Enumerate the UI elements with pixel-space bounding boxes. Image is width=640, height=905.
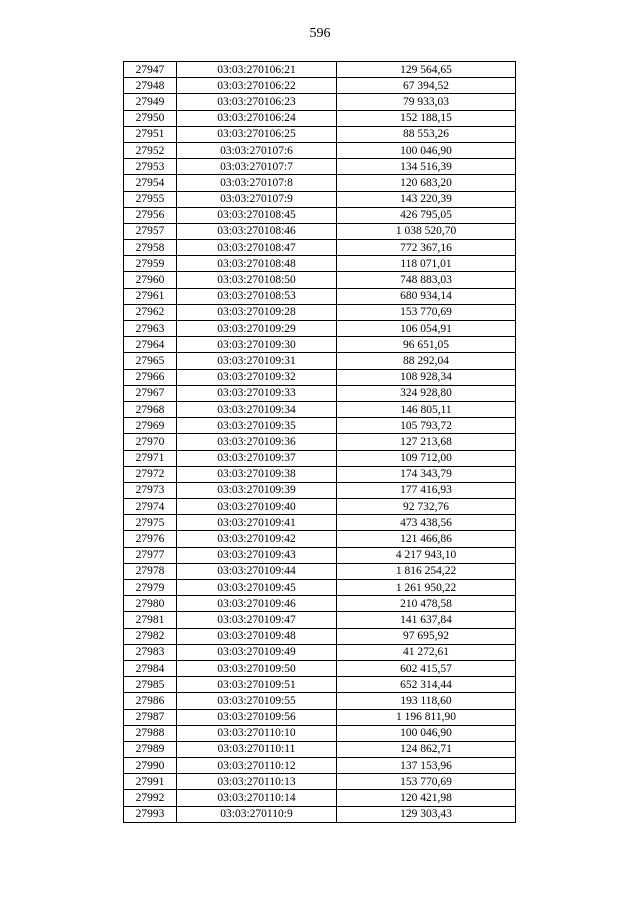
row-number-cell: 27985 [124, 677, 177, 693]
cadastral-number-cell: 03:03:270108:47 [177, 240, 337, 256]
value-cell: 109 712,00 [337, 450, 516, 466]
cadastral-number-cell: 03:03:270109:40 [177, 499, 337, 515]
table-row [124, 596, 516, 612]
cadastral-number-cell: 03:03:270110:9 [177, 806, 337, 822]
cadastral-number-cell: 03:03:270110:13 [177, 774, 337, 790]
value-cell: 124 862,71 [337, 741, 516, 757]
row-number-cell: 27987 [124, 709, 177, 725]
value-cell: 1 196 811,90 [337, 709, 516, 725]
table-row [124, 321, 516, 337]
row-number-cell: 27962 [124, 304, 177, 320]
value-cell: 67 394,52 [337, 78, 516, 94]
cadastral-number-cell: 03:03:270109:48 [177, 628, 337, 644]
cadastral-number-cell: 03:03:270109:44 [177, 563, 337, 579]
value-cell: 134 516,39 [337, 159, 516, 175]
value-cell: 153 770,69 [337, 774, 516, 790]
table-row [124, 353, 516, 369]
row-number-cell: 27957 [124, 223, 177, 239]
row-number-cell: 27966 [124, 369, 177, 385]
table-row [124, 547, 516, 563]
value-cell: 1 816 254,22 [337, 563, 516, 579]
table-row [124, 693, 516, 709]
row-number-cell: 27961 [124, 288, 177, 304]
row-number-cell: 27979 [124, 580, 177, 596]
table-row [124, 304, 516, 320]
table-row [124, 385, 516, 401]
table-row [124, 434, 516, 450]
row-number-cell: 27993 [124, 806, 177, 822]
row-number-cell: 27972 [124, 466, 177, 482]
cadastral-number-cell: 03:03:270109:45 [177, 580, 337, 596]
value-cell: 137 153,96 [337, 758, 516, 774]
table-row [124, 499, 516, 515]
cadastral-number-cell: 03:03:270108:46 [177, 223, 337, 239]
value-cell: 127 213,68 [337, 434, 516, 450]
table-row [124, 677, 516, 693]
cadastral-number-cell: 03:03:270109:47 [177, 612, 337, 628]
row-number-cell: 27950 [124, 110, 177, 126]
value-cell: 153 770,69 [337, 304, 516, 320]
value-cell: 193 118,60 [337, 693, 516, 709]
table-row [124, 62, 516, 78]
table-row [124, 369, 516, 385]
cadastral-number-cell: 03:03:270110:11 [177, 741, 337, 757]
table-row [124, 580, 516, 596]
table-row [124, 563, 516, 579]
table-row [124, 644, 516, 660]
table-row [124, 758, 516, 774]
row-number-cell: 27976 [124, 531, 177, 547]
table-row [124, 725, 516, 741]
cadastral-number-cell: 03:03:270109:35 [177, 418, 337, 434]
value-cell: 177 416,93 [337, 482, 516, 498]
cadastral-number-cell: 03:03:270106:23 [177, 94, 337, 110]
cadastral-number-cell: 03:03:270109:55 [177, 693, 337, 709]
row-number-cell: 27992 [124, 790, 177, 806]
value-cell: 4 217 943,10 [337, 547, 516, 563]
value-cell: 602 415,57 [337, 660, 516, 676]
value-cell: 772 367,16 [337, 240, 516, 256]
row-number-cell: 27955 [124, 191, 177, 207]
value-cell: 426 795,05 [337, 207, 516, 223]
value-cell: 121 466,86 [337, 531, 516, 547]
row-number-cell: 27989 [124, 741, 177, 757]
cadastral-number-cell: 03:03:270108:53 [177, 288, 337, 304]
cadastral-number-cell: 03:03:270107:9 [177, 191, 337, 207]
table-row [124, 660, 516, 676]
table-row [124, 337, 516, 353]
cadastral-number-cell: 03:03:270109:46 [177, 596, 337, 612]
row-number-cell: 27952 [124, 142, 177, 158]
table-row [124, 207, 516, 223]
cadastral-number-cell: 03:03:270109:34 [177, 401, 337, 417]
cadastral-number-cell: 03:03:270109:49 [177, 644, 337, 660]
registry-table [123, 61, 516, 823]
table-row [124, 515, 516, 531]
row-number-cell: 27949 [124, 94, 177, 110]
table-row [124, 288, 516, 304]
row-number-cell: 27958 [124, 240, 177, 256]
value-cell: 108 928,34 [337, 369, 516, 385]
page-number: 596 [309, 26, 331, 41]
row-number-cell: 27980 [124, 596, 177, 612]
value-cell: 120 421,98 [337, 790, 516, 806]
row-number-cell: 27953 [124, 159, 177, 175]
cadastral-number-cell: 03:03:270109:36 [177, 434, 337, 450]
row-number-cell: 27968 [124, 401, 177, 417]
table-row [124, 401, 516, 417]
row-number-cell: 27986 [124, 693, 177, 709]
cadastral-number-cell: 03:03:270109:38 [177, 466, 337, 482]
cadastral-number-cell: 03:03:270108:45 [177, 207, 337, 223]
value-cell: 143 220,39 [337, 191, 516, 207]
row-number-cell: 27967 [124, 385, 177, 401]
value-cell: 79 933,03 [337, 94, 516, 110]
table-row [124, 612, 516, 628]
row-number-cell: 27988 [124, 725, 177, 741]
value-cell: 100 046,90 [337, 725, 516, 741]
row-number-cell: 27963 [124, 321, 177, 337]
cadastral-number-cell: 03:03:270108:48 [177, 256, 337, 272]
row-number-cell: 27965 [124, 353, 177, 369]
cadastral-number-cell: 03:03:270110:14 [177, 790, 337, 806]
row-number-cell: 27974 [124, 499, 177, 515]
value-cell: 141 637,84 [337, 612, 516, 628]
row-number-cell: 27959 [124, 256, 177, 272]
table-row [124, 126, 516, 142]
table-row [124, 175, 516, 191]
table-row [124, 806, 516, 822]
value-cell: 129 564,65 [337, 62, 516, 78]
cadastral-number-cell: 03:03:270106:21 [177, 62, 337, 78]
cadastral-number-cell: 03:03:270109:43 [177, 547, 337, 563]
cadastral-number-cell: 03:03:270106:22 [177, 78, 337, 94]
cadastral-number-cell: 03:03:270107:6 [177, 142, 337, 158]
table-row [124, 191, 516, 207]
cadastral-number-cell: 03:03:270109:33 [177, 385, 337, 401]
value-cell: 210 478,58 [337, 596, 516, 612]
table-row [124, 78, 516, 94]
row-number-cell: 27984 [124, 660, 177, 676]
value-cell: 748 883,03 [337, 272, 516, 288]
cadastral-number-cell: 03:03:270107:7 [177, 159, 337, 175]
table-row [124, 774, 516, 790]
cadastral-number-cell: 03:03:270109:50 [177, 660, 337, 676]
cadastral-number-cell: 03:03:270109:30 [177, 337, 337, 353]
cadastral-number-cell: 03:03:270107:8 [177, 175, 337, 191]
value-cell: 106 054,91 [337, 321, 516, 337]
table-row [124, 272, 516, 288]
row-number-cell: 27970 [124, 434, 177, 450]
cadastral-number-cell: 03:03:270110:10 [177, 725, 337, 741]
cadastral-number-cell: 03:03:270109:41 [177, 515, 337, 531]
cadastral-number-cell: 03:03:270109:56 [177, 709, 337, 725]
row-number-cell: 27948 [124, 78, 177, 94]
table-row [124, 142, 516, 158]
table-row [124, 709, 516, 725]
value-cell: 129 303,43 [337, 806, 516, 822]
cadastral-number-cell: 03:03:270109:32 [177, 369, 337, 385]
value-cell: 41 272,61 [337, 644, 516, 660]
table-row [124, 418, 516, 434]
value-cell: 652 314,44 [337, 677, 516, 693]
table-row [124, 741, 516, 757]
table-row [124, 466, 516, 482]
value-cell: 324 928,80 [337, 385, 516, 401]
cadastral-number-cell: 03:03:270109:37 [177, 450, 337, 466]
cadastral-number-cell: 03:03:270109:42 [177, 531, 337, 547]
cadastral-number-cell: 03:03:270109:29 [177, 321, 337, 337]
cadastral-number-cell: 03:03:270106:25 [177, 126, 337, 142]
table-row [124, 159, 516, 175]
table-row [124, 790, 516, 806]
row-number-cell: 27991 [124, 774, 177, 790]
cadastral-number-cell: 03:03:270109:31 [177, 353, 337, 369]
row-number-cell: 27960 [124, 272, 177, 288]
cadastral-number-cell: 03:03:270109:51 [177, 677, 337, 693]
row-number-cell: 27964 [124, 337, 177, 353]
value-cell: 88 292,04 [337, 353, 516, 369]
row-number-cell: 27951 [124, 126, 177, 142]
value-cell: 680 934,14 [337, 288, 516, 304]
cadastral-number-cell: 03:03:270110:12 [177, 758, 337, 774]
row-number-cell: 27981 [124, 612, 177, 628]
table-row [124, 223, 516, 239]
table-row [124, 240, 516, 256]
value-cell: 92 732,76 [337, 499, 516, 515]
table-row [124, 450, 516, 466]
row-number-cell: 27983 [124, 644, 177, 660]
value-cell: 174 343,79 [337, 466, 516, 482]
cadastral-number-cell: 03:03:270106:24 [177, 110, 337, 126]
row-number-cell: 27982 [124, 628, 177, 644]
row-number-cell: 27956 [124, 207, 177, 223]
row-number-cell: 27954 [124, 175, 177, 191]
row-number-cell: 27971 [124, 450, 177, 466]
value-cell: 118 071,01 [337, 256, 516, 272]
value-cell: 146 805,11 [337, 401, 516, 417]
table-row [124, 256, 516, 272]
table-row [124, 628, 516, 644]
table-row [124, 482, 516, 498]
value-cell: 1 261 950,22 [337, 580, 516, 596]
row-number-cell: 27978 [124, 563, 177, 579]
table-row [124, 94, 516, 110]
row-number-cell: 27990 [124, 758, 177, 774]
value-cell: 1 038 520,70 [337, 223, 516, 239]
table-row [124, 531, 516, 547]
value-cell: 88 553,26 [337, 126, 516, 142]
row-number-cell: 27975 [124, 515, 177, 531]
value-cell: 97 695,92 [337, 628, 516, 644]
table-row [124, 110, 516, 126]
cadastral-number-cell: 03:03:270108:50 [177, 272, 337, 288]
value-cell: 152 188,15 [337, 110, 516, 126]
row-number-cell: 27969 [124, 418, 177, 434]
row-number-cell: 27973 [124, 482, 177, 498]
row-number-cell: 27977 [124, 547, 177, 563]
row-number-cell: 27947 [124, 62, 177, 78]
value-cell: 105 793,72 [337, 418, 516, 434]
value-cell: 120 683,20 [337, 175, 516, 191]
value-cell: 96 651,05 [337, 337, 516, 353]
value-cell: 100 046,90 [337, 142, 516, 158]
cadastral-number-cell: 03:03:270109:39 [177, 482, 337, 498]
cadastral-number-cell: 03:03:270109:28 [177, 304, 337, 320]
registry-table-body [124, 62, 516, 823]
value-cell: 473 438,56 [337, 515, 516, 531]
